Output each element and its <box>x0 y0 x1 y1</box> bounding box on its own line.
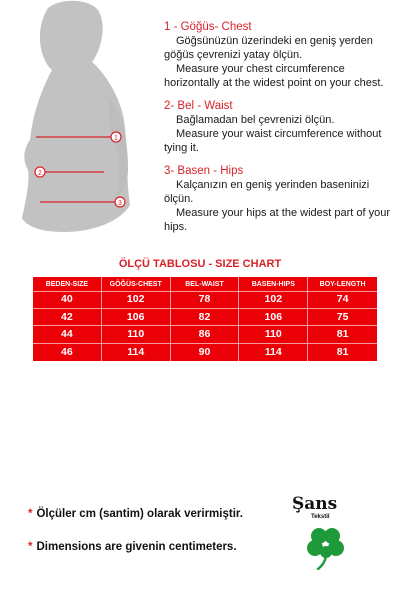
table-cell: 81 <box>336 346 349 359</box>
note-english-text: Dimensions are givenin centimeters. <box>36 541 237 553</box>
table-cell: 81 <box>308 326 377 344</box>
table-cell: 86 <box>171 326 240 344</box>
table-header-cell: BASEN-HIPS <box>239 277 308 292</box>
instruction-hips-tr: Kalçanızın en geniş yerinden baseninizi ölçün. <box>164 179 370 205</box>
table-header-cell: BEDEN-SIZE <box>33 277 102 292</box>
marker-1-label: 1 <box>114 135 118 142</box>
note-english <box>28 541 237 553</box>
instruction-hips-en: Measure your hips at the widest part of your hips. <box>164 207 390 233</box>
female-torso-icon <box>0 0 160 250</box>
table-cell: 82 <box>171 309 240 327</box>
instruction-chest-title: 1 - Göğüs- Chest <box>164 21 252 33</box>
instruction-waist <box>164 99 396 155</box>
note-bullet: * <box>28 508 33 520</box>
instruction-chest <box>164 20 396 90</box>
table-cell: 42 <box>33 309 102 327</box>
table-header-cell: GÖĞÜS-CHEST <box>102 277 171 292</box>
note-turkish <box>28 508 243 520</box>
table-cell: 40 <box>33 291 102 309</box>
brand-logo <box>288 494 358 574</box>
table-cell: 110 <box>239 326 308 344</box>
table-header-cell: BEL-WAIST <box>171 277 240 292</box>
note-turkish-text: Ölçüler cm (santim) olarak verirmiştir. <box>36 508 243 520</box>
instruction-waist-en: Measure your waist circumference without tying it. <box>164 128 382 154</box>
table-cell: 90 <box>171 344 240 362</box>
marker-1 <box>111 132 121 142</box>
table-cell: 46 <box>33 344 102 362</box>
marker-2 <box>35 167 45 177</box>
table-cell: 106 <box>239 309 308 327</box>
table-cell: 114 <box>102 344 171 362</box>
table-cell: 102 <box>102 291 171 309</box>
table-header-cell: BOY-LENGTH <box>308 277 377 292</box>
instruction-waist-tr: Bağlamadan bel çevrenizi ölçün. <box>176 114 335 126</box>
instruction-hips-title: 3- Basen - Hips <box>164 165 244 177</box>
note-bullet: * <box>28 541 33 553</box>
marker-3 <box>115 197 125 207</box>
instruction-hips <box>164 164 396 234</box>
table-cell: 114 <box>239 344 308 362</box>
size-chart-title: ÖLÇÜ TABLOSU - SIZE CHART <box>118 258 282 270</box>
instruction-chest-en: Measure your chest circumference horizontally at the widest point on your chest. <box>164 63 384 89</box>
instruction-waist-title: 2- Bel - Waist <box>164 100 233 112</box>
table-cell: 74 <box>308 291 377 309</box>
table-cell: 106 <box>102 309 171 327</box>
marker-3-label: 3 <box>118 200 122 207</box>
table-cell: 78 <box>171 291 240 309</box>
four-leaf-clover-icon <box>302 524 350 570</box>
table-cell: 110 <box>102 326 171 344</box>
size-chart-table <box>33 277 377 361</box>
marker-2-label: 2 <box>38 170 42 177</box>
brand-logo-word: Şans <box>292 494 338 514</box>
measurement-instructions <box>164 20 396 243</box>
table-cell: 75 <box>308 309 377 327</box>
instruction-chest-tr: Göğsünüzün üzerindeki en geniş yerden göğüs çevrenizi yatay ölçün. <box>164 35 373 61</box>
table-cell: 102 <box>239 291 308 309</box>
brand-logo-subtitle: Tekstil <box>311 514 330 520</box>
table-cell: 44 <box>33 326 102 344</box>
